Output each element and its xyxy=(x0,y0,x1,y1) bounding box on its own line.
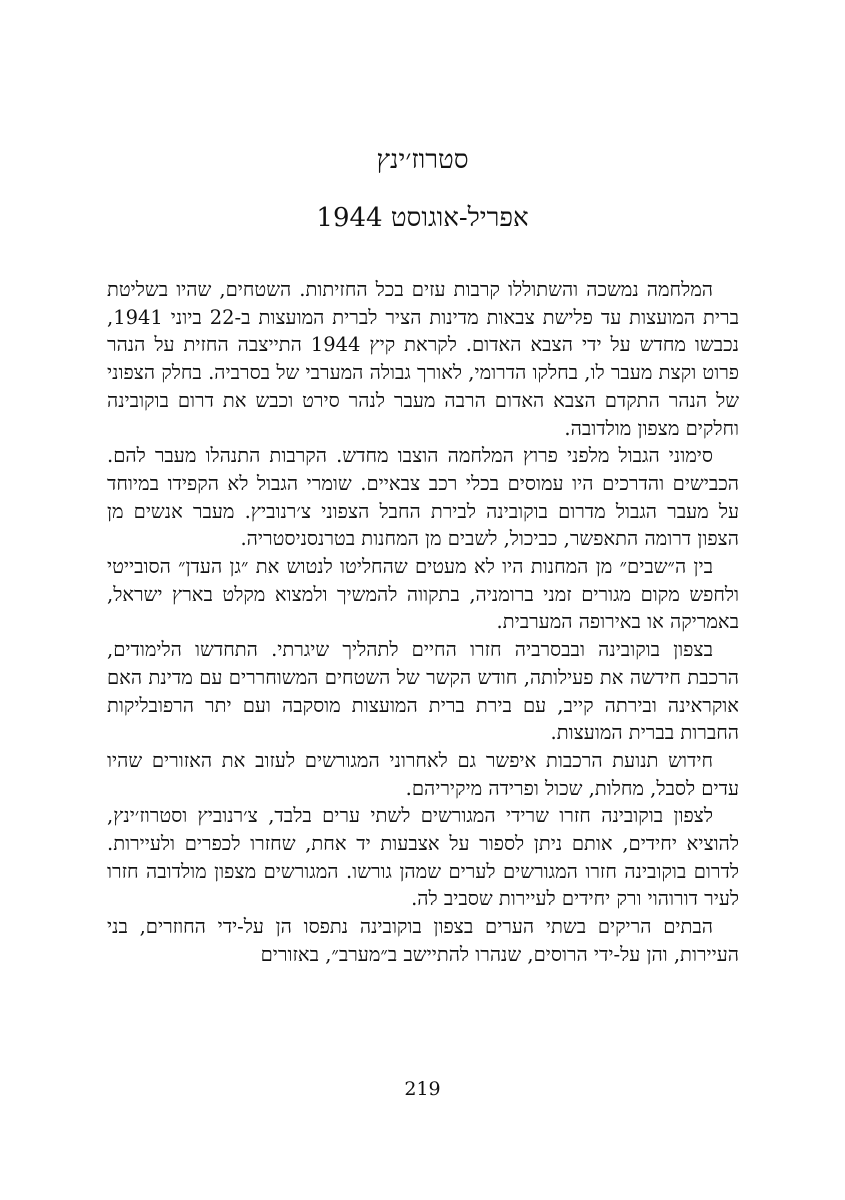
body-text xyxy=(107,276,739,969)
paragraph: בין ה״שבים״ מן המחנות היו לא מעטים שהחליטו לנטוש את ״גן העדן״ הסובייטי ולחפש מקום מגורים זמני ברומניה, בתקווה להמשיך ולמצוא מקלט בארץ ישראל, באמריקה או באירופה המערבית. xyxy=(107,555,739,634)
paragraph: לצפון בוקובינה חזרו שרידי המגורשים לשתי ערים בלבד, צ׳רנוביץ וסטרוז׳ינץ, להוציא יחידים, אותם ניתן לספור על אצבעות יד אחת, שחזרו לכפרים ולעיירות. לדרום בוקובינה חזרו המגורשים לערים שמהן גורשו. המגורשים מצפון מולדובה חזרו לעיר דורוהוי ורק יחידים לעיירות שסביב לה. xyxy=(107,804,739,911)
paragraph: הבתים הריקים בשתי הערים בצפון בוקובינה נתפסו הן על-ידי החוזרים, בני העיירות, והן על-ידי הרוסים, שנהרו להתיישב ב״מערב״, באזורים xyxy=(107,915,739,966)
paragraph: בצפון בוקובינה ובבסרביה חזרו החיים לתהליך שיגרתי. התחדשו הלימודים, הרכבת חידשה את פעילותה, חודש הקשר של השטחים המשוחררים עם מדינת האם אוקראינה ובירתה קייב, עם בירת ברית המועצות מוסקבה ועם יתר הרפובליקות החברות בברית המועצות. xyxy=(107,638,739,745)
page-title: סטרוז׳ינץ xyxy=(376,145,469,175)
page-number: 219 xyxy=(404,1078,441,1100)
page-subtitle: אפריל-אוגוסט 1944 xyxy=(316,203,529,233)
paragraph: סימוני הגבול מלפני פרוץ המלחמה הוצבו מחדש. הקרבות התנהלו מעבר להם. הכבישים והדרכים היו עמוסים בכלי רכב צבאיים. שומרי הגבול לא הקפידו במיוחד על מעבר הגבול מדרום בוקובינה לבירת החבל הצפוני צ׳רנוביץ. מעבר אנשים מן הצפון דרומה התאפשר, כביכול, לשבים מן המחנות בטרנסניסטריה. xyxy=(107,444,739,551)
paragraph: המלחמה נמשכה והשתוללו קרבות עזים בכל החזיתות. השטחים, שהיו בשליטת ברית המועצות עד פלישת צבאות מדינות הציר לברית המועצות ב-22 ביוני 1941, נכבשו מחדש על ידי הצבא האדום. לקראת קיץ 1944 התייצבה החזית על הנהר פרוט וקצת מעבר לו, בחלקו הדרומי, לאורך גבולה המערבי של בסרביה. בחלק הצפוני של הנהר התקדם הצבא האדום הרבה מעבר לנהר סירט וכבש את דרום בוקובינה וחלקים מצפון מולדובה. xyxy=(107,278,739,440)
paragraph: חידוש תנועת הרכבות איפשר גם לאחרוני המגורשים לעזוב את האזורים שהיו עדים לסבל, מחלות, שכול ופרידה מיקיריהם. xyxy=(107,748,739,800)
